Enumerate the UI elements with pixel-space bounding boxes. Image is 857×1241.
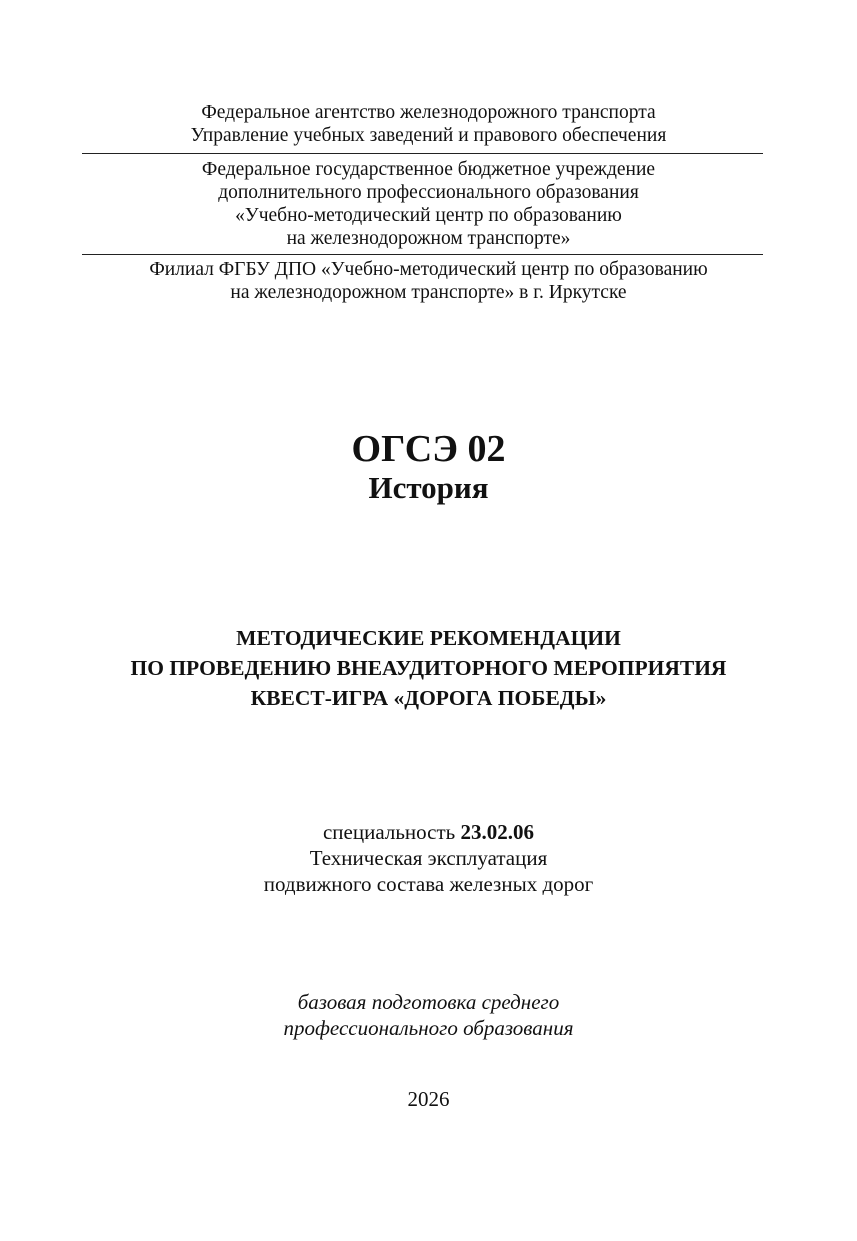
institution-header <box>0 158 857 250</box>
training-level <box>0 989 857 1041</box>
course-code: ОГСЭ 02 <box>351 428 506 470</box>
specialty-line <box>0 819 857 845</box>
institution-line: Федеральное государственное бюджетное учреждение <box>201 159 656 180</box>
agency-line: Федеральное агентство железнодорожного транспорта <box>201 102 656 123</box>
agency-header <box>0 101 857 147</box>
branch-header <box>0 258 857 304</box>
specialty-code: 23.02.06 <box>460 820 534 844</box>
training-line: профессионального образования <box>283 1016 574 1040</box>
course-subject: История <box>368 470 489 505</box>
header-divider <box>82 153 763 154</box>
publication-year: 2026 <box>407 1087 450 1111</box>
recommendations-line: ПО ПРОВЕДЕНИЮ ВНЕАУДИТОРНОГО МЕРОПРИЯТИЯ <box>130 656 727 680</box>
institution-line: на железнодорожном транспорте» <box>286 228 571 249</box>
branch-line: Филиал ФГБУ ДПО «Учебно-методический центр по образованию <box>149 259 708 280</box>
recommendations-line: КВЕСТ-ИГРА «ДОРОГА ПОБЕДЫ» <box>250 686 607 710</box>
specialty-prefix: специальность <box>322 820 461 844</box>
institution-line: «Учебно-методический центр по образованию <box>235 205 622 226</box>
institution-line: дополнительного профессионального образования <box>218 182 639 203</box>
branch-line: на железнодорожном транспорте» в г. Иркутске <box>230 282 627 303</box>
recommendations-line: МЕТОДИЧЕСКИЕ РЕКОМЕНДАЦИИ <box>236 626 621 650</box>
agency-line: Управление учебных заведений и правового обеспечения <box>190 125 667 146</box>
header-divider <box>82 254 763 255</box>
recommendations-heading <box>0 623 857 713</box>
document-title <box>0 428 857 506</box>
specialty-block <box>0 819 857 897</box>
specialty-name-line: подвижного состава железных дорог <box>263 872 594 896</box>
specialty-name-line: Техническая эксплуатация <box>309 846 548 870</box>
training-line: базовая подготовка среднего <box>297 990 560 1014</box>
